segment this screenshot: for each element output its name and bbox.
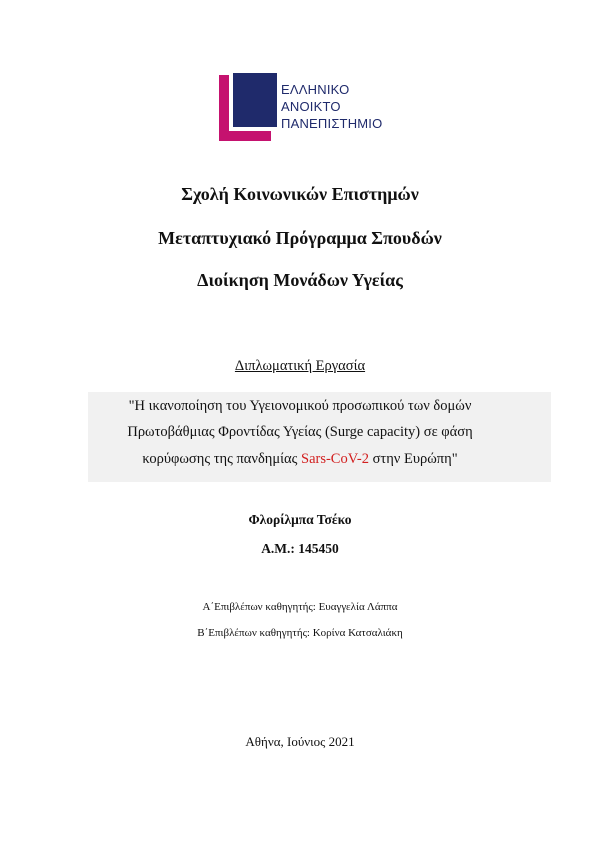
logo-line-3: ΠΑΝΕΠΙΣΤΗΜΙΟ: [281, 116, 383, 131]
thesis-title-line-2: Πρωτοβάθμιας Φροντίδας Υγείας (Surge capacity) σε φάση: [127, 424, 473, 440]
thesis-title-line-3-start: κορύφωσης της πανδημίας: [142, 451, 301, 467]
school-heading: Σχολή Κοινωνικών Επιστημών: [181, 184, 419, 204]
first-supervisor: Α΄Επιβλέπων καθηγητής: Ευαγγελία Λάππα: [202, 601, 398, 613]
logo-wordmark: [281, 81, 382, 132]
thesis-title-line-3: [0, 451, 600, 468]
thesis-type-label: Διπλωματική Εργασία: [234, 358, 366, 374]
logo-line-2: ΑΝΟΙΚΤΟ: [281, 99, 341, 114]
thesis-title-line-1: "Η ικανοποίηση του Υγειονομικού προσωπικού των δομών: [128, 398, 472, 414]
second-supervisor: Β΄Επιβλέπων καθηγητής: Κορίνα Κατσαλιάκη: [197, 627, 403, 639]
program-heading: Μεταπτυχιακό Πρόγραμμα Σπουδών: [158, 228, 442, 248]
thesis-title-virus-name: Sars-CoV-2: [301, 451, 369, 467]
logo-mark-icon: [219, 73, 279, 143]
place-date: Αθήνα, Ιούνιος 2021: [245, 734, 355, 749]
author-name: Φλορίλμπα Τσέκο: [248, 512, 352, 527]
student-id: Α.Μ.: 145450: [261, 541, 339, 556]
logo-line-1: ΕΛΛΗΝΙΚΟ: [281, 82, 350, 97]
university-logo: [219, 73, 419, 143]
specialization-heading: Διοίκηση Μονάδων Υγείας: [197, 270, 403, 290]
thesis-title-line-3-end: στην Ευρώπη": [368, 451, 458, 467]
